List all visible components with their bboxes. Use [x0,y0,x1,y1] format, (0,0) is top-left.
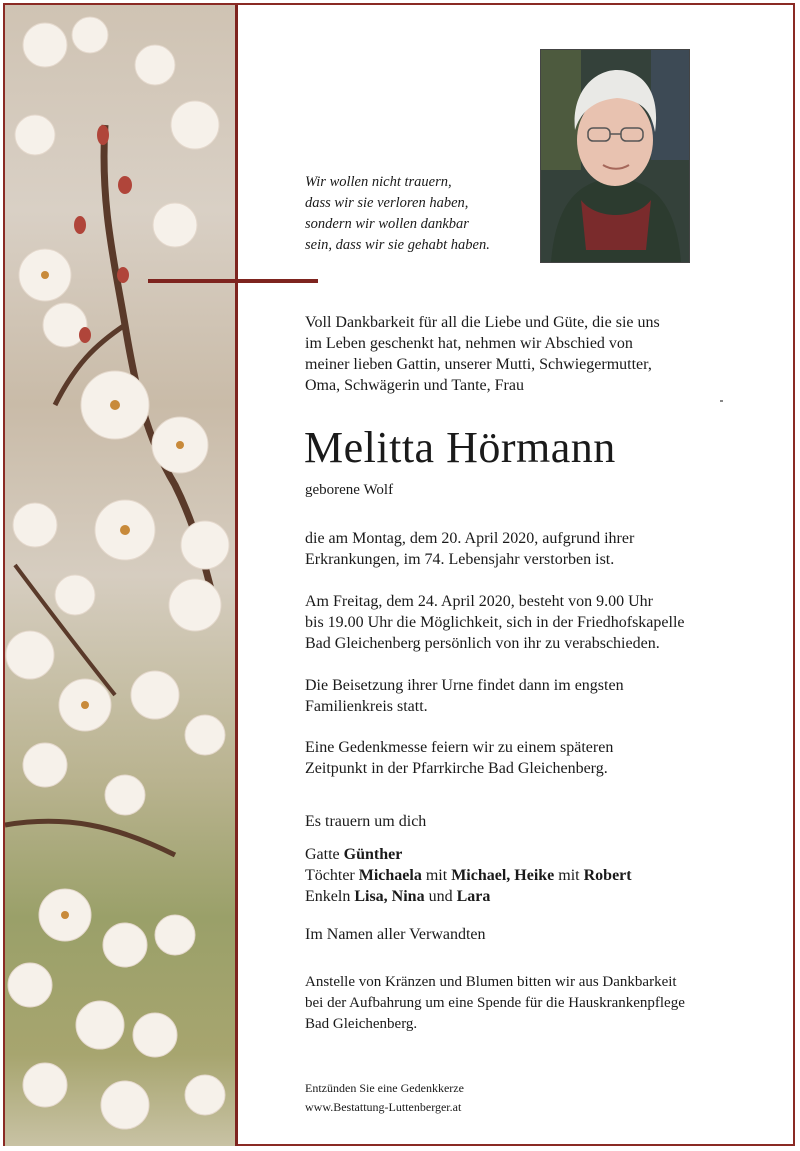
and-word: und [428,888,453,905]
relatives-line: Im Namen aller Verwandten [305,926,486,943]
viewing-line: Am Freitag, dem 24. April 2020, besteht von 9.00 Uhr [305,593,653,610]
grandchildren-names: Lisa, Nina [354,888,425,905]
mass-line: Eine Gedenkmesse feiern wir zu einem späteren [305,739,614,756]
cross-horizontal-bar [148,279,318,283]
quote-line: Wir wollen nicht trauern, [305,174,452,190]
donation-line: bei der Aufbahrung um eine Spende für die Hauskrankenpflege [305,995,685,1011]
partner-name: Michael, [451,867,511,884]
quote-line: dass wir sie verloren haben, [305,195,469,211]
funeral-home-link[interactable]: www.Bestattung-Luttenberger.at [305,1100,462,1114]
mourners-grandchildren [305,886,632,907]
donation-line: Anstelle von Kränzen und Blumen bitten wir aus Dankbarkeit [305,974,677,990]
husband-label: Gatte [305,846,340,863]
daughters-label: Töchter [305,867,355,884]
speck [720,400,723,402]
viewing-line: Bad Gleichenberg persönlich von ihr zu verabschieden. [305,635,660,652]
portrait-photo [540,49,690,263]
mourners-daughters [305,865,632,886]
intro-line: Oma, Schwägerin und Tante, Frau [305,377,524,394]
memorial-quote [305,172,490,256]
deceased-name: Melitta Hörmann [304,423,616,472]
viewing-info [305,591,684,654]
grandchildren-label: Enkeln [305,888,351,905]
partner-name: Robert [583,867,632,884]
quote-line: sein, dass wir sie gehabt haben. [305,237,490,253]
burial-line: Familienkreis statt. [305,698,428,715]
donation-info [305,972,685,1035]
intro-text [305,312,660,396]
mourners-list [305,844,632,907]
quote-line: sondern wir wollen dankbar [305,216,469,232]
daughter-name: Michaela [358,867,422,884]
viewing-line: bis 19.00 Uhr die Möglichkeit, sich in der Friedhofskapelle [305,614,685,631]
grandchildren-names: Lara [456,888,491,905]
intro-line: im Leben geschenkt hat, nehmen wir Abschied von [305,335,633,352]
intro-line: Voll Dankbarkeit für all die Liebe und Güte, die sie uns [305,314,660,331]
death-info-line: die am Montag, dem 20. April 2020, aufgrund ihrer [305,530,635,547]
mourners-heading: Es trauern um dich [305,813,427,830]
with-word: mit [558,867,580,884]
daughter-name: Heike [514,867,555,884]
birth-name: geborene Wolf [305,482,394,498]
death-info [305,528,634,570]
husband-name: Günther [343,846,403,863]
cross-vertical-bar [235,5,238,1146]
candle-text: Entzünden Sie eine Gedenkkerze [305,1081,464,1095]
mass-line: Zeitpunkt in der Pfarrkirche Bad Gleichenberg. [305,760,608,777]
burial-line: Die Beisetzung ihrer Urne findet dann im engsten [305,677,624,694]
death-info-line: Erkrankungen, im 74. Lebensjahr verstorben ist. [305,551,615,568]
with-word: mit [425,867,448,884]
intro-line: meiner lieben Gattin, unserer Mutti, Schwiegermutter, [305,356,652,373]
mourners-husband [305,844,632,865]
donation-line: Bad Gleichenberg. [305,1016,418,1032]
blossom-image [5,5,235,1146]
mass-info [305,737,613,779]
burial-info [305,675,624,717]
